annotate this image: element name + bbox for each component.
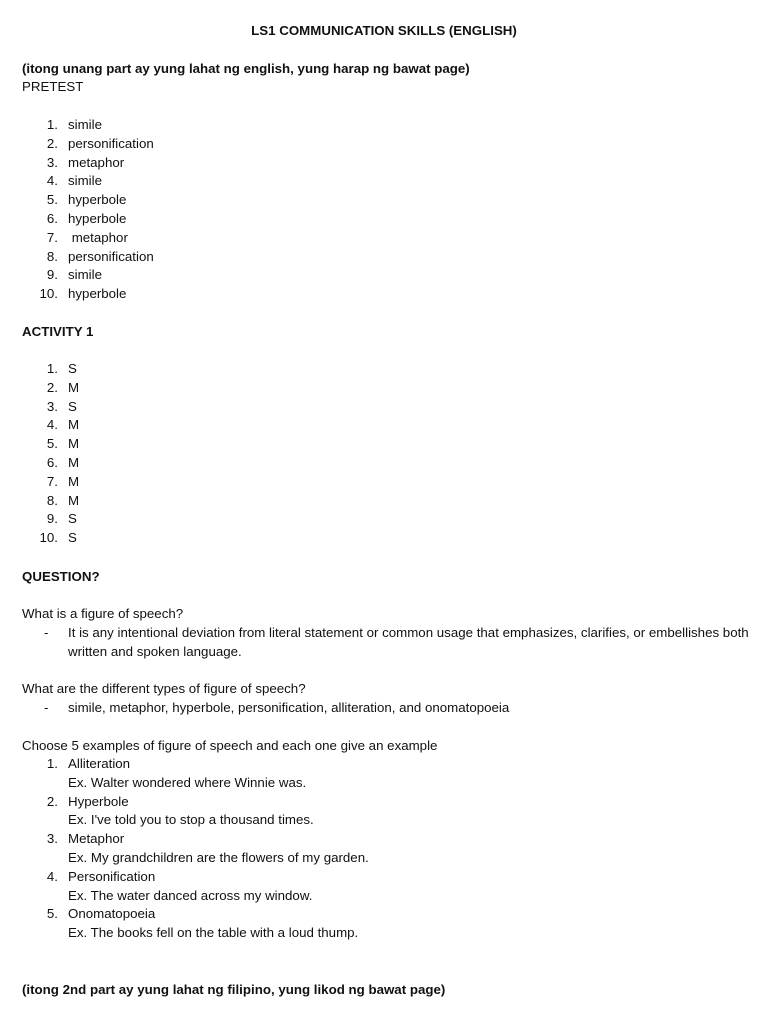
item-number: 7. bbox=[46, 473, 58, 489]
activity1-heading: ACTIVITY 1 bbox=[22, 324, 94, 339]
answer-2-text: simile, metaphor, hyperbole, personification, alliteration, and onomatopoeia bbox=[68, 700, 510, 715]
list-item bbox=[22, 868, 752, 906]
item-text: S bbox=[68, 511, 77, 527]
item-text: M bbox=[68, 492, 80, 508]
list-item bbox=[22, 830, 752, 868]
item-number: 6. bbox=[46, 454, 58, 470]
list-item bbox=[22, 529, 752, 548]
item-text: M bbox=[68, 473, 80, 489]
answer-1 bbox=[22, 624, 752, 662]
item-number: 6. bbox=[46, 210, 58, 226]
item-text: personification bbox=[68, 135, 154, 151]
list-item bbox=[22, 116, 752, 135]
item-text: S bbox=[68, 398, 77, 414]
item-number: 10. bbox=[39, 530, 58, 546]
bullet-item bbox=[22, 699, 752, 718]
bullet-item bbox=[22, 624, 752, 662]
list-item bbox=[22, 285, 752, 304]
list-item bbox=[22, 266, 752, 285]
list-item bbox=[22, 416, 752, 435]
item-number: 3. bbox=[46, 154, 58, 170]
item-number: 7. bbox=[46, 229, 58, 245]
list-item bbox=[22, 360, 752, 379]
item-text: M bbox=[68, 379, 80, 395]
figure-example: Ex. Walter wondered where Winnie was. bbox=[68, 774, 307, 790]
item-text: metaphor bbox=[68, 154, 125, 170]
item-number: 10. bbox=[39, 286, 58, 302]
list-item bbox=[22, 435, 752, 454]
examples-list bbox=[22, 755, 752, 943]
item-text: simile bbox=[68, 267, 102, 283]
item-text: metaphor bbox=[68, 229, 128, 245]
list-item bbox=[22, 510, 752, 529]
figure-example: Ex. I've told you to stop a thousand times. bbox=[68, 812, 314, 828]
item-number: 5. bbox=[46, 192, 58, 208]
figure-name: Hyperbole bbox=[68, 793, 129, 809]
question-3: Choose 5 examples of figure of speech and each one give an example bbox=[22, 738, 438, 753]
item-number: 9. bbox=[46, 511, 58, 527]
item-text: simile bbox=[68, 173, 102, 189]
list-item bbox=[22, 454, 752, 473]
question-heading: QUESTION? bbox=[22, 569, 100, 584]
figure-example: Ex. The water danced across my window. bbox=[68, 887, 313, 903]
pretest-list bbox=[22, 116, 752, 304]
figure-example: Ex. My grandchildren are the flowers of my garden. bbox=[68, 849, 369, 865]
item-number: 8. bbox=[46, 492, 58, 508]
pretest-heading: PRETEST bbox=[22, 79, 84, 94]
item-number: 2. bbox=[46, 379, 58, 395]
list-item bbox=[22, 398, 752, 417]
item-number: 2. bbox=[46, 793, 58, 809]
item-number: 8. bbox=[46, 248, 58, 264]
list-item bbox=[22, 793, 752, 831]
item-number: 1. bbox=[46, 117, 58, 132]
item-text: hyperbole bbox=[68, 192, 127, 208]
item-number: 3. bbox=[46, 831, 58, 847]
item-text: M bbox=[68, 417, 80, 433]
list-item bbox=[22, 210, 752, 229]
item-number: 4. bbox=[46, 868, 58, 884]
item-number: 2. bbox=[46, 135, 58, 151]
item-text: M bbox=[68, 436, 80, 452]
list-item bbox=[22, 379, 752, 398]
list-item bbox=[22, 755, 752, 793]
list-item bbox=[22, 172, 752, 191]
item-number: 3. bbox=[46, 398, 58, 414]
item-text: personification bbox=[68, 248, 154, 264]
item-number: 1. bbox=[46, 756, 58, 771]
list-item bbox=[22, 248, 752, 267]
figure-name: Alliteration bbox=[68, 756, 131, 771]
page-title: LS1 COMMUNICATION SKILLS (ENGLISH) bbox=[251, 23, 517, 38]
item-text: M bbox=[68, 454, 80, 470]
figure-example: Ex. The books fell on the table with a loud thump. bbox=[68, 925, 359, 941]
item-number: 4. bbox=[46, 417, 58, 433]
item-number: 4. bbox=[46, 173, 58, 189]
item-text: hyperbole bbox=[68, 286, 127, 302]
item-number: 1. bbox=[46, 361, 58, 376]
item-text: simile bbox=[68, 117, 102, 132]
figure-name: Onomatopoeia bbox=[68, 906, 156, 922]
question-1: What is a figure of speech? bbox=[22, 606, 184, 621]
item-number: 5. bbox=[46, 436, 58, 452]
item-number: 9. bbox=[46, 267, 58, 283]
list-item bbox=[22, 905, 752, 943]
activity1-list bbox=[22, 360, 752, 548]
item-text: hyperbole bbox=[68, 210, 127, 226]
item-text: S bbox=[68, 530, 77, 546]
figure-name: Metaphor bbox=[68, 831, 125, 847]
part2-note: (itong 2nd part ay yung lahat ng filipino, yung likod ng bawat page) bbox=[22, 982, 446, 997]
answer-1-text: It is any intentional deviation from literal statement or common usage that emphasizes, clarifies, or embellishes both written and spoken language. bbox=[68, 625, 749, 659]
list-item bbox=[22, 229, 752, 248]
dash-bullet: - bbox=[44, 625, 49, 640]
answer-2 bbox=[22, 699, 752, 718]
list-item bbox=[22, 473, 752, 492]
figure-name: Personification bbox=[68, 868, 156, 884]
list-item bbox=[22, 135, 752, 154]
question-2: What are the different types of figure of speech? bbox=[22, 681, 306, 696]
list-item bbox=[22, 154, 752, 173]
part1-note: (itong unang part ay yung lahat ng english, yung harap ng bawat page) bbox=[22, 61, 470, 76]
dash-bullet: - bbox=[44, 700, 49, 715]
item-number: 5. bbox=[46, 906, 58, 922]
list-item bbox=[22, 492, 752, 511]
list-item bbox=[22, 191, 752, 210]
item-text: S bbox=[68, 361, 77, 376]
